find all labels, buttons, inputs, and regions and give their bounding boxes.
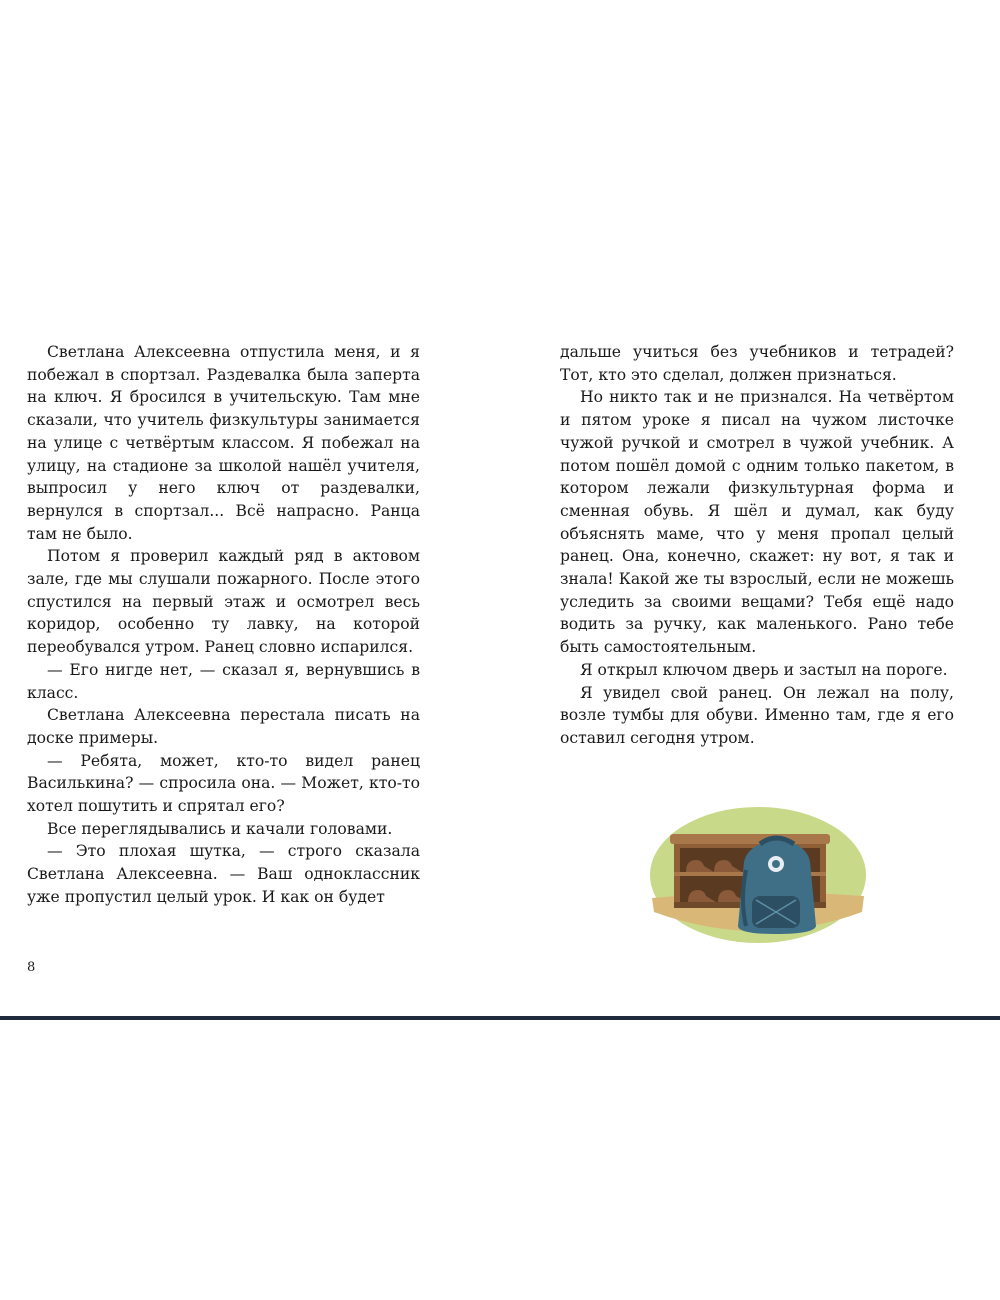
paragraph: Потом я проверил каждый ряд в актовом зале, где мы слушали пожарного. После этого спустился на первый этаж и осмотрел весь коридор, особенно ту лавку, на которой переобувался утром. Ранец словно испарился.: [27, 547, 420, 657]
paragraph: — Это плохая шутка, — строго сказала Светлана Алексеевна. — Ваш одноклассник уже пропустил целый урок. И как он будет: [27, 842, 420, 906]
paragraph: — Ребята, может, кто-то видел ранец Василькина? — спросила она. — Может, кто-то хотел пошутить и спрятал его?: [27, 751, 420, 816]
left-page-text: [27, 341, 420, 909]
paragraph: Но никто так и не признался. На четвёртом и пятом уроке я писал на чужом листочке чужой ручкой и смотрел в чужой учебник. А потом пошёл домой с одним только пакетом, в котором лежали физкультурная форма и сменная обувь. Я шёл и думал, как буду объяснять маме, что у меня пропал целый ранец. Она, конечно, скажет: ну вот, я так и знала! Какой же ты взрослый, если не можешь уследить за своими вещами? Тебя ещё надо водить за ручку, как маленького. Рано тебе быть самостоятельным.: [560, 388, 954, 657]
backpack-icon: [738, 838, 816, 934]
paragraph: — Его нигде нет, — сказал я, вернувшись в класс.: [27, 660, 420, 702]
paragraph: Светлана Алексеевна отпустила меня, и я побежал в спортзал. Раздевалка была заперта на ключ. Я бросился в учительскую. Там мне сказали, что учитель физкультуры занимается на улице с четвёртым классом. Я побежал на улицу, на стадионе за школой нашёл учителя, выпросил у него ключ от раздевалки, вернулся в спортзал... Всё напрасно. Ранца там не было.: [27, 343, 420, 543]
bottom-divider-bar: [0, 1016, 1000, 1020]
continuation-paragraph: дальше учиться без учебников и тетрадей? Тот, кто это сделал, должен признаться.: [560, 343, 954, 384]
backpack-by-shoe-bench-illustration: [648, 800, 868, 950]
paragraph: Я увидел свой ранец. Он лежал на полу, возле тумбы для обуви. Именно там, где я его оставил сегодня утром.: [560, 683, 954, 747]
page-number: 8: [27, 960, 36, 975]
paragraph: Я открыл ключом дверь и застыл на пороге.: [580, 660, 948, 679]
right-page-text: [560, 341, 954, 750]
paragraph: Светлана Алексеевна перестала писать на доске примеры.: [27, 706, 420, 747]
paragraph: Все переглядывались и качали головами.: [47, 819, 393, 838]
